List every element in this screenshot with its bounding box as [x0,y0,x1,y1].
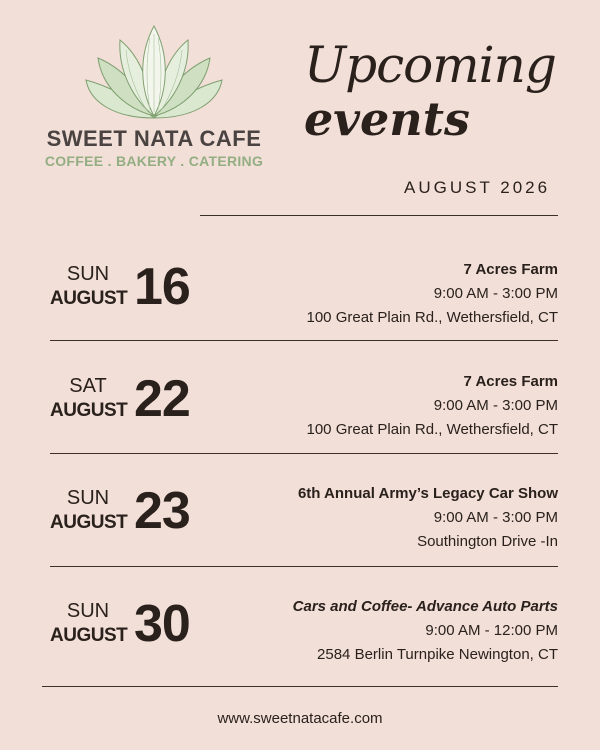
divider [50,453,558,454]
event-name: 6th Annual Army’s Legacy Car Show [297,485,558,502]
heading-line-2: events [304,92,470,146]
event-time: 9:00 AM - 3:00 PM [433,285,558,302]
divider [50,340,558,341]
event-location: 2584 Berlin Turnpike Newington, CT [317,646,558,663]
heading-line-1: Upcoming [304,36,556,94]
event-name: Cars and Coffee- Advance Auto Parts [292,598,558,615]
event-weekday: SAT [69,375,107,397]
event-item [0,594,600,694]
event-time: 9:00 AM - 3:00 PM [433,397,558,414]
event-name: 7 Acres Farm [463,261,558,278]
event-location: 100 Great Plain Rd., Wethersfield, CT [306,421,558,438]
event-weekday: SUN [66,263,110,285]
event-month: AUGUST [50,400,128,421]
divider [200,215,558,216]
event-item [0,369,600,469]
brand-tagline: COFFEE . BAKERY . CATERING [44,153,264,169]
event-weekday: SUN [66,600,110,622]
divider [50,566,558,567]
event-day: 22 [134,370,190,428]
event-month: AUGUST [50,512,128,533]
event-day: 30 [134,595,190,653]
brand-name: SWEET NATA CAFE [46,126,262,151]
event-month: AUGUST [50,625,128,646]
lotus-flower-icon [84,20,224,122]
event-time: 9:00 AM - 12:00 PM [425,622,558,639]
event-day: 16 [134,258,190,316]
event-day: 23 [134,482,190,540]
event-item [0,257,600,357]
event-weekday: SUN [66,487,110,509]
event-month: AUGUST [50,288,128,309]
event-name: 7 Acres Farm [463,373,558,390]
cafe-logo [26,20,282,180]
event-location: Southington Drive -In [417,533,558,550]
event-location: 100 Great Plain Rd., Wethersfield, CT [306,309,558,326]
month-year-label: AUGUST 2026 [404,178,551,197]
website-link[interactable]: www.sweetnatacafe.com [217,710,383,727]
divider [42,686,558,687]
event-time: 9:00 AM - 3:00 PM [433,509,558,526]
